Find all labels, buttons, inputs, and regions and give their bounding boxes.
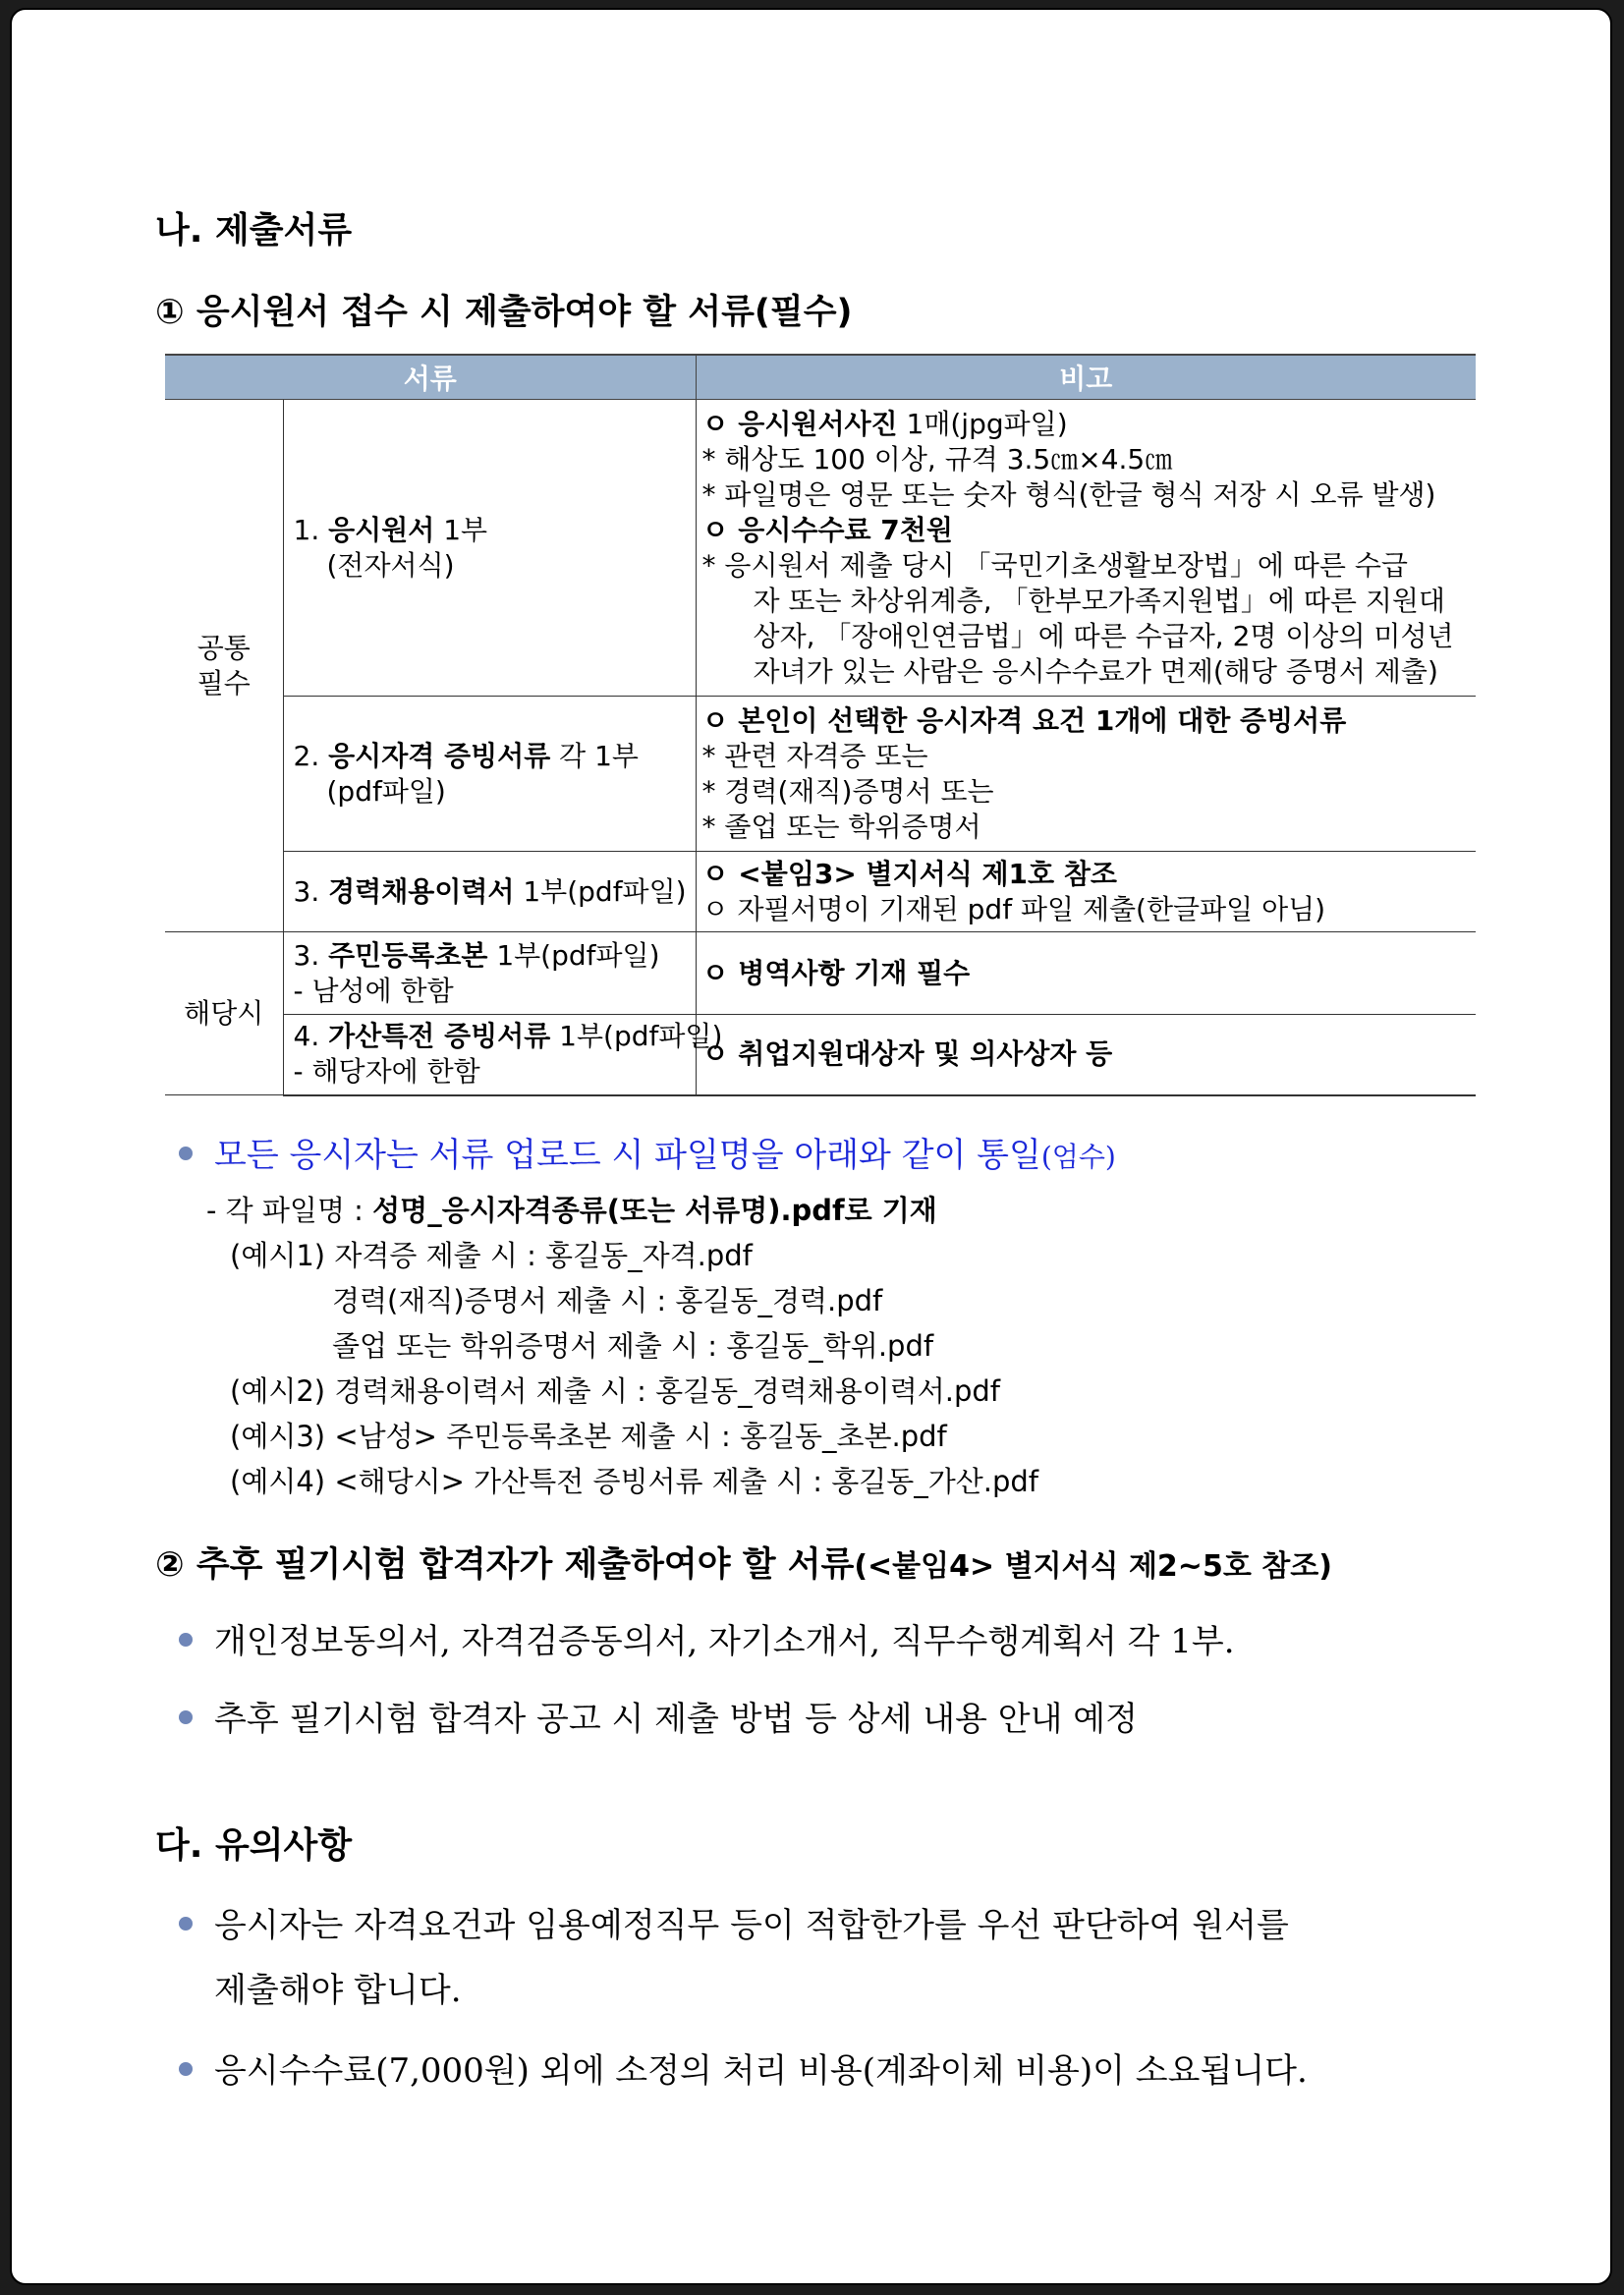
- example-1b: 경력(재직)증명서 제출 시 : 홍길동_경력.pdf: [332, 1284, 883, 1317]
- remarks-bonus-proof: ㅇ 취업지원대상자 및 의사상자 등: [696, 1015, 1476, 1095]
- remarks-qualification-proof: ㅇ 본인이 선택한 응시자격 요건 1개에 대한 증빙서류 * 관련 자격증 또는 * 경력(재직)증명서 또는 * 졸업 또는 학위증명서: [696, 697, 1476, 852]
- example-2: (예시2) 경력채용이력서 제출 시 : 홍길동_경력채용이력서.pdf: [230, 1374, 1000, 1408]
- table-row: [165, 400, 1476, 697]
- table-row: [165, 852, 1476, 932]
- section-title-notes: 다. 유의사항: [155, 1825, 353, 1866]
- filename-rule: - 각 파일명 : 성명_응시자격종류(또는 서류명).pdf로 기재: [206, 1194, 937, 1227]
- example-4: (예시4) <해당시> 가산특전 증빙서류 제출 시 : 홍길동_가산.pdf: [230, 1465, 1039, 1498]
- table-row: [165, 697, 1476, 852]
- bullet-icon: [179, 1633, 193, 1647]
- subsection-title-required-docs: ① 응시원서 접수 시 제출하여야 할 서류(필수): [155, 293, 853, 332]
- bullet-icon: [179, 1147, 193, 1160]
- note-1-cont: 제출해야 합니다.: [214, 1971, 462, 2010]
- document-page: [10, 8, 1612, 2285]
- doc-career-resume: 3. 경력채용이력서 1부(pdf파일): [283, 852, 696, 932]
- bullet-consent-forms: 개인정보동의서, 자격검증동의서, 자기소개서, 직무수행계획서 각 1부.: [179, 1614, 1235, 1662]
- bullet-icon: [179, 1710, 193, 1724]
- header-documents: 서류: [165, 355, 696, 400]
- bullet-icon: [179, 2062, 193, 2076]
- doc-bonus-proof: 4. 가산특전 증빙서류 1부(pdf파일) - 해당자에 한함: [283, 1015, 696, 1095]
- remarks-application-form: ㅇ 응시원서사진 1매(jpg파일) * 해상도 100 이상, 규격 3.5㎝×4.5㎝ * 파일명은 영문 또는 숫자 형식(한글 형식 저장 시 오류 발생) ㅇ 응시수수료 7천원 * 응시원서 제출 당시 「국민기초생활보장법」에 따른 수급 자 또는 차상위계층, 「한부모가족지원법」에 따른 지원대 상자, 「장애인연금법」에 따른 수급자, 2명 이상의 미성년 자녀가 있는 사람은 응시수수료가 면제(해당 증명서 제출): [696, 400, 1476, 697]
- bullet-icon: [179, 1917, 193, 1931]
- remarks-resident-registration: ㅇ 병역사항 기재 필수: [696, 932, 1476, 1015]
- required-documents-table: [165, 354, 1476, 1096]
- header-remarks: 비고: [696, 355, 1476, 400]
- filename-notice: 모든 응시자는 서류 업로드 시 파일명을 아래와 같이 통일(엄수): [179, 1128, 1116, 1176]
- note-2: 응시수수료(7,000원) 외에 소정의 처리 비용(계좌이체 비용)이 소요됩니다.: [179, 2043, 1308, 2092]
- note-1: 응시자는 자격요건과 임용예정직무 등이 적합한가를 우선 판단하여 원서를: [179, 1898, 1289, 1946]
- table-row: [165, 932, 1476, 1015]
- group-common-required: 공통 필수: [165, 400, 283, 932]
- remarks-career-resume: ㅇ <붙임3> 별지서식 제1호 참조 ㅇ 자필서명이 기재된 pdf 파일 제출(한글파일 아님): [696, 852, 1476, 932]
- group-if-applicable: 해당시: [165, 932, 283, 1095]
- example-1c: 졸업 또는 학위증명서 제출 시 : 홍길동_학위.pdf: [332, 1329, 934, 1363]
- subsection-title-later-docs: ② 추후 필기시험 합격자가 제출하여야 할 서류(<붙임4> 별지서식 제2~5호 참조): [155, 1545, 1332, 1585]
- table-row: [165, 1015, 1476, 1095]
- doc-application-form: 1. 응시원서 1부 (전자서식): [283, 400, 696, 697]
- bullet-later-notice: 추후 필기시험 합격자 공고 시 제출 방법 등 상세 내용 안내 예정: [179, 1692, 1138, 1740]
- doc-qualification-proof: 2. 응시자격 증빙서류 각 1부 (pdf파일): [283, 697, 696, 852]
- example-1: (예시1) 자격증 제출 시 : 홍길동_자격.pdf: [230, 1239, 753, 1272]
- doc-resident-registration: 3. 주민등록초본 1부(pdf파일) - 남성에 한함: [283, 932, 696, 1015]
- section-title-submission: 나. 제출서류: [155, 210, 353, 251]
- example-3: (예시3) <남성> 주민등록초본 제출 시 : 홍길동_초본.pdf: [230, 1420, 947, 1453]
